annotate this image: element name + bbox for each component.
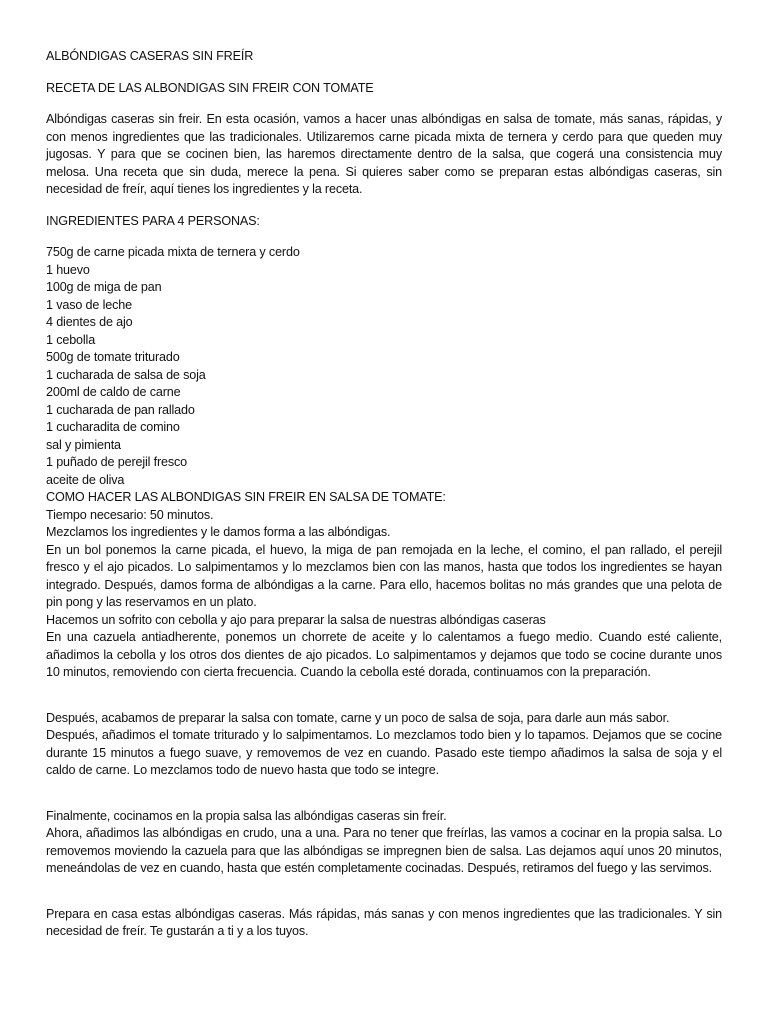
document-body (46, 48, 722, 955)
document-title: ALBÓNDIGAS CASERAS SIN FREÍR (46, 49, 254, 63)
ingredient-item: sal y pimienta (46, 437, 121, 452)
ingredient-item: aceite de oliva (46, 472, 125, 487)
ingredients-list (46, 244, 722, 489)
time-required: Tiempo necesario: 50 minutos. (46, 507, 214, 522)
ingredient-item: 750g de carne picada mixta de ternera y cerdo (46, 245, 300, 259)
ingredient-item: 500g de tomate triturado (46, 350, 180, 364)
ingredient-item: 100g de miga de pan (46, 280, 162, 294)
step-1-title: Mezclamos los ingredientes y le damos forma a las albóndigas. (46, 525, 391, 539)
closing-paragraph: Prepara en casa estas albóndigas caseras. Más rápidas, más sanas y con menos ingredientes que las tradicionales. Y sin necesidad de freír. Te gustarán a ti y a los tuyos. (46, 906, 722, 938)
ingredient-item: 1 puñado de perejil fresco (46, 455, 188, 469)
step-1-text: En un bol ponemos la carne picada, el huevo, la miga de pan remojada en la leche, el comino, el pan rallado, el perejil fresco y el ajo picados. Lo salpimentamos y lo mezclamos bien con las manos, hasta que todos los ingredientes se hayan integrado. Después, damos forma de albóndigas a la carne. Para ello, hacemos bolitas no más grandes que una pelota de pin pong y las reservamos en un plato. (46, 542, 722, 609)
step-2-text: En una cazuela antiadherente, ponemos un chorrete de aceite y lo calentamos a fuego medio. Cuando esté caliente, añadimos la cebolla y los otros dos dientes de ajo picados. Lo salpimentamos y dejamos que todo se cocine durante unos 10 minutos, removiendo con cierta frecuencia. Cuando la cebolla esté dorada, continuamos con la preparación. (46, 630, 722, 679)
method-heading: COMO HACER LAS ALBONDIGAS SIN FREIR EN SALSA DE TOMATE: (46, 490, 446, 504)
spacer (46, 696, 722, 710)
step-4-text: Ahora, añadimos las albóndigas en crudo, una a una. Para no tener que freírlas, las vamos a cocinar en la propia salsa. Lo removemos moviendo la cazuela para que las albóndigas se impregnen bien de salsa. Las dejamos aquí unos 20 minutos, meneándolas de vez en cuando, hasta que estén completamente cocinadas. Después, retiramos del fuego y las servimos. (46, 826, 722, 875)
ingredient-item: 1 huevo (46, 262, 90, 277)
step-3-title: Después, acabamos de preparar la salsa con tomate, carne y un poco de salsa de soja, para darle aun más sabor. (46, 710, 670, 725)
ingredient-item: 1 cucharada de salsa de soja (46, 367, 206, 382)
ingredient-item: 1 cucharadita de comino (46, 420, 180, 434)
document-subtitle: RECETA DE LAS ALBONDIGAS SIN FREIR CON TOMATE (46, 80, 374, 95)
spacer (46, 794, 722, 808)
ingredient-item: 1 cebolla (46, 332, 96, 347)
ingredient-item: 200ml de caldo de carne (46, 385, 181, 399)
ingredient-item: 1 vaso de leche (46, 297, 132, 312)
step-4-title: Finalmente, cocinamos en la propia salsa las albóndigas caseras sin freír. (46, 808, 447, 823)
ingredient-item: 1 cucharada de pan rallado (46, 402, 195, 417)
intro-paragraph: Albóndigas caseras sin freir. En esta ocasión, vamos a hacer unas albóndigas en salsa de tomate, más sanas, rápidas, y con menos ingredientes que las tradicionales. Utilizaremos carne picada mixta de ternera y cerdo para que queden muy jugosas. Y para que se cocinen bien, las haremos directamente dentro de la salsa, que cogerá una consistencia muy melosa. Una receta que sin duda, merece la pena. Si quieres saber como se preparan estas albóndigas caseras, sin necesidad de freír, aquí tienes los ingredientes y la receta. (46, 112, 722, 196)
step-3-text: Después, añadimos el tomate triturado y lo salpimentamos. Lo mezclamos todo bien y lo tapamos. Dejamos que se cocine durante 15 minutos a fuego suave, y removemos de vez en cuando. Pasado este tiempo añadimos la salsa de soja y el caldo de carne. Lo mezclamos todo de nuevo hasta que todo se integre. (46, 728, 722, 777)
ingredient-item: 4 dientes de ajo (46, 315, 133, 329)
ingredients-heading: INGREDIENTES PARA 4 PERSONAS: (46, 213, 260, 228)
spacer (46, 892, 722, 906)
step-2-title: Hacemos un sofrito con cebolla y ajo para preparar la salsa de nuestras albóndigas caseras (46, 612, 546, 627)
